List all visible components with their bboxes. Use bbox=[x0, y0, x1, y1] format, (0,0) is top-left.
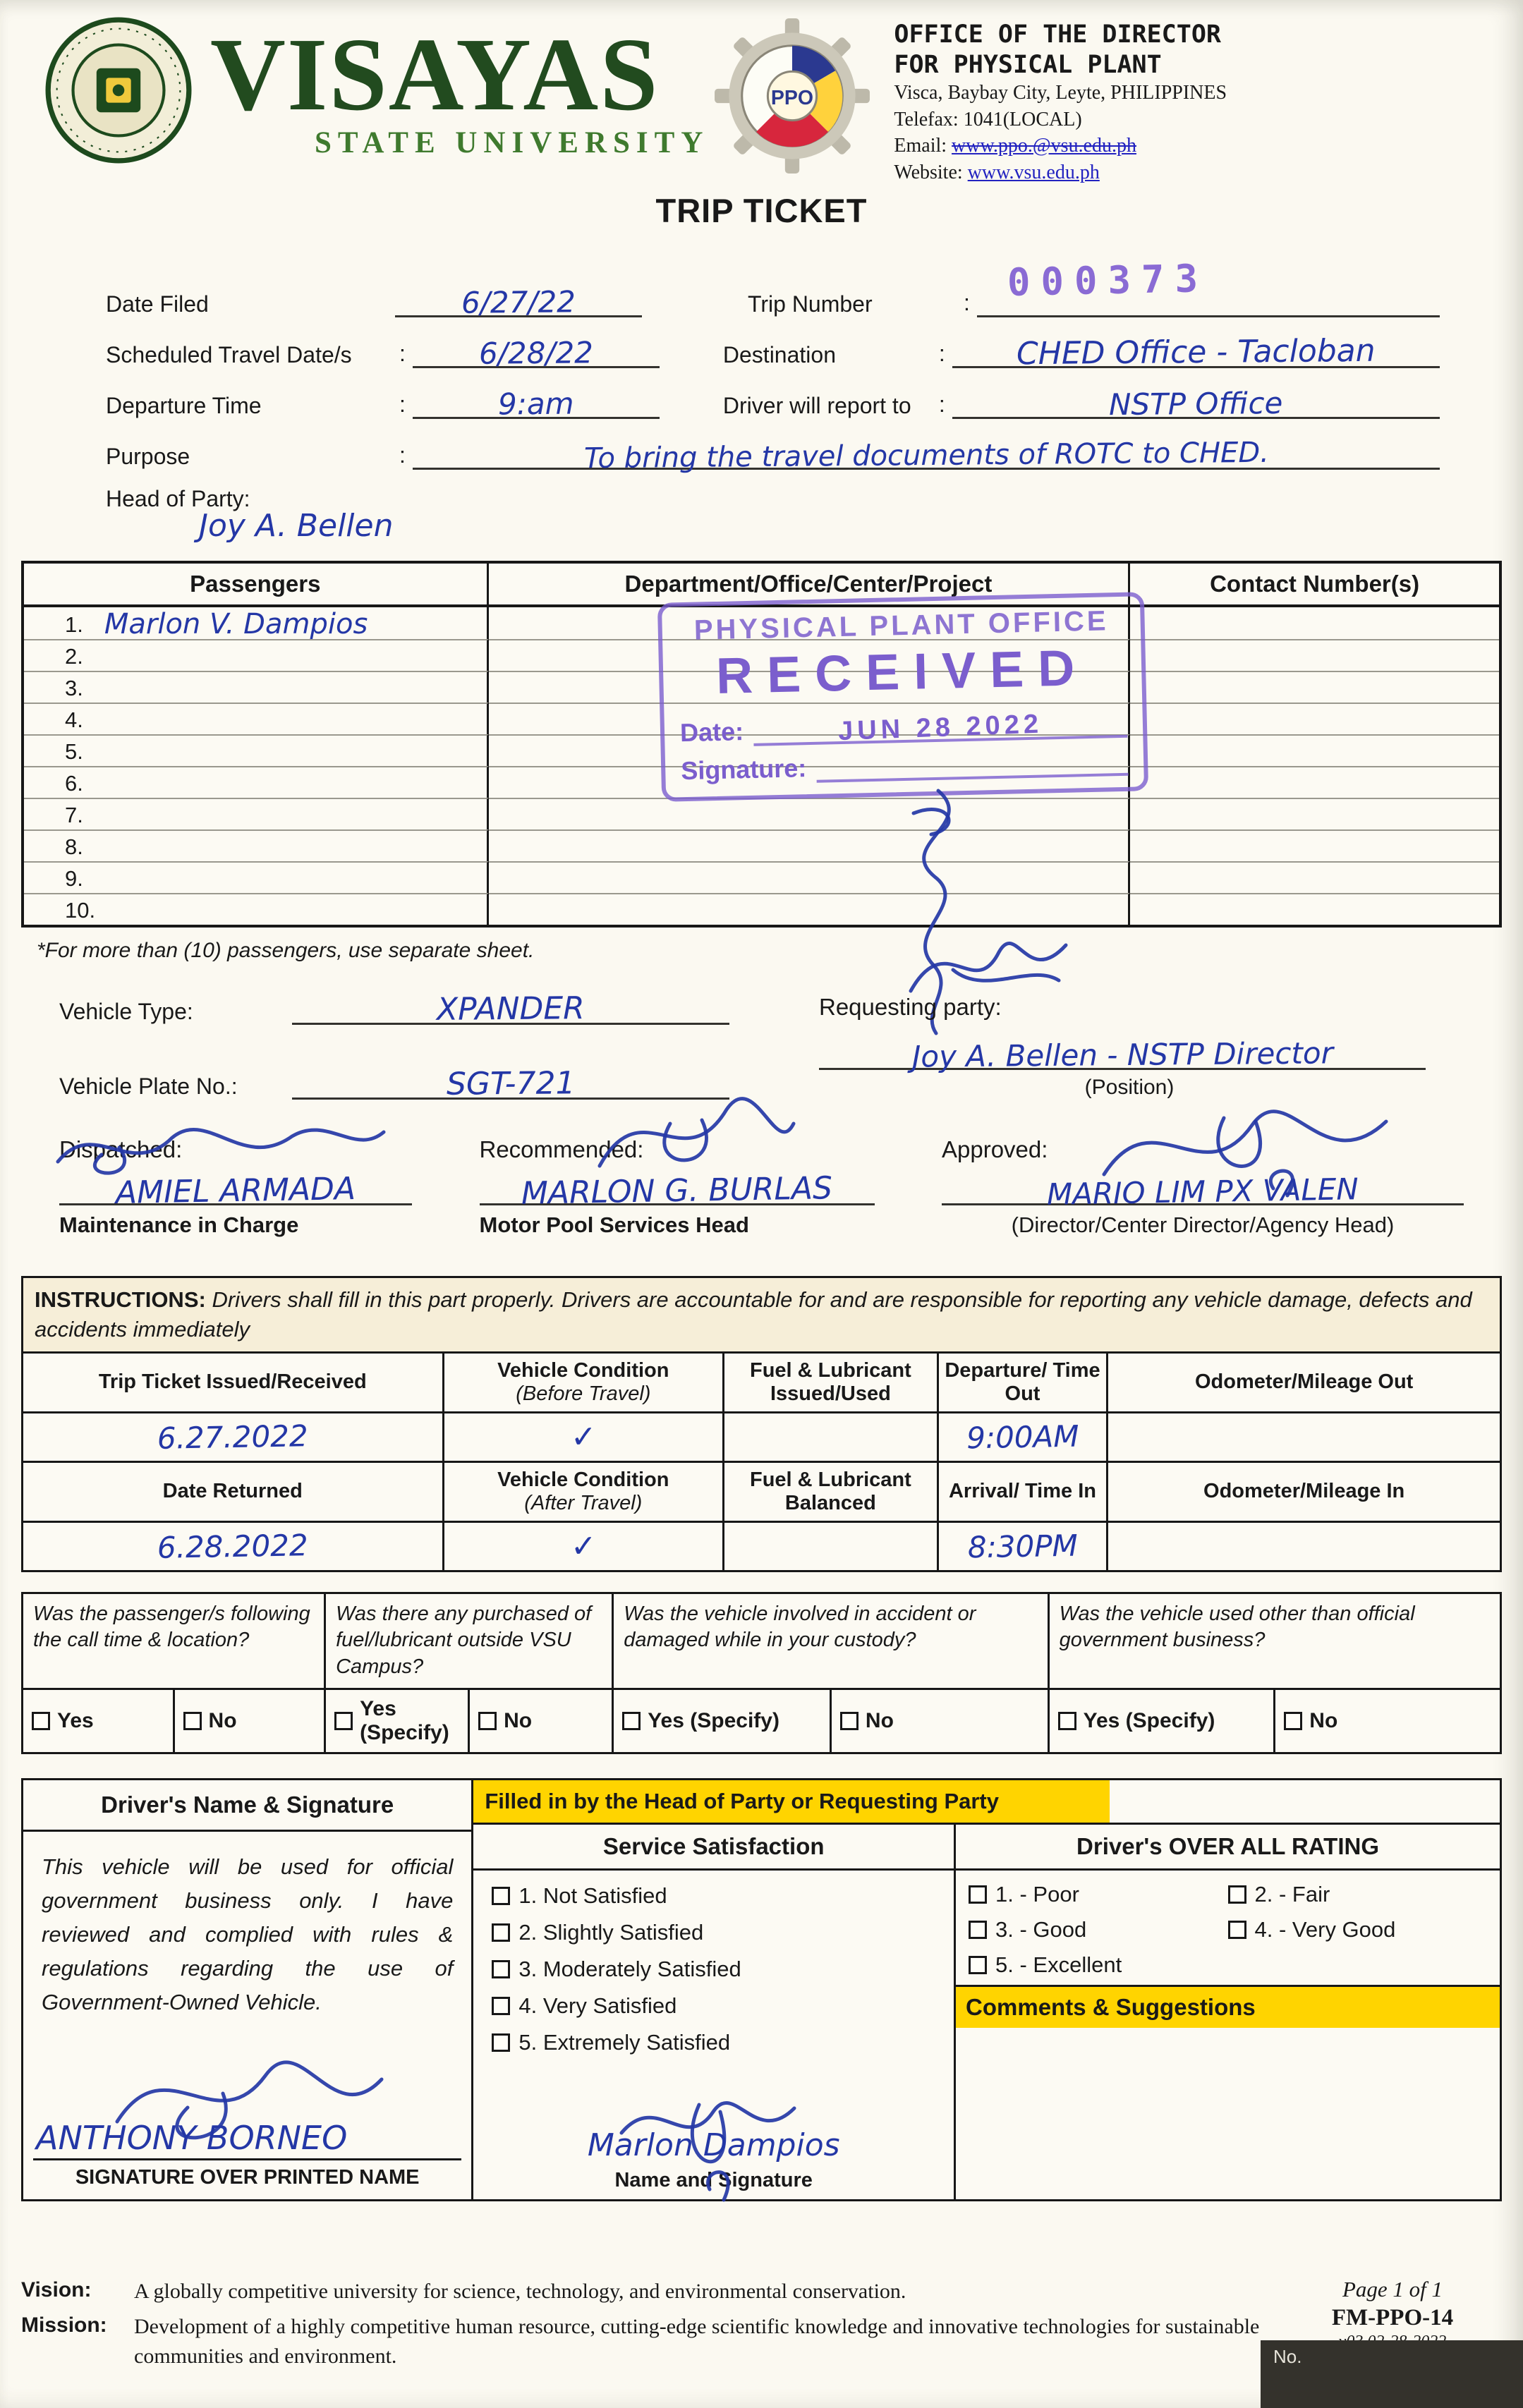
returned-value: 6.28.2022 bbox=[157, 1527, 309, 1565]
head-of-party-signature-zone bbox=[473, 2127, 954, 2199]
date-filed-field[interactable] bbox=[395, 281, 642, 320]
rating-3-label: 3. - Good bbox=[995, 1916, 1087, 1942]
colon: : bbox=[938, 340, 945, 366]
passenger-cell[interactable] bbox=[24, 671, 489, 703]
colon: : bbox=[399, 340, 406, 366]
contact-cell[interactable] bbox=[1130, 766, 1499, 798]
odometer-out-header: Odometer/Mileage Out bbox=[1194, 1370, 1414, 1394]
instructions-text: Drivers shall fill in this part properly. Drivers are accountable for and are responsible for reporting any vehicle damage, defects and accidents immediately bbox=[35, 1287, 1472, 1342]
trip-log-table bbox=[21, 1354, 1502, 1572]
scheduled-label: Scheduled Travel Date/s bbox=[106, 341, 352, 367]
service-satisfaction-column bbox=[473, 1825, 956, 2199]
contact-cell[interactable] bbox=[1130, 893, 1499, 925]
dispatched-field[interactable] bbox=[59, 1165, 412, 1211]
department-col-header: Department/Office/Center/Project bbox=[489, 564, 1131, 607]
department-cell[interactable] bbox=[489, 829, 1131, 861]
arrival-header: Arrival/ Time In bbox=[939, 1461, 1109, 1521]
vision-row bbox=[21, 2277, 1269, 2306]
question-3-options bbox=[614, 1688, 1049, 1752]
office-title-line2: FOR PHYSICAL PLANT bbox=[894, 50, 1162, 79]
requesting-party-block bbox=[819, 994, 1440, 1025]
vehicle-type-value: XPANDER bbox=[436, 990, 585, 1028]
driver-satisfaction-block bbox=[21, 1778, 1502, 2201]
returned-header: Date Returned bbox=[23, 1461, 444, 1521]
fuel-balanced-value-cell[interactable] bbox=[724, 1521, 938, 1570]
row-number: 2. bbox=[65, 643, 83, 669]
service-options-list bbox=[473, 1871, 954, 2067]
service-option-1 bbox=[492, 1883, 948, 1909]
passenger-cell[interactable] bbox=[24, 829, 489, 861]
passenger-cell[interactable] bbox=[24, 893, 489, 925]
vehicle-plate-value: SGT-721 bbox=[446, 1065, 576, 1102]
mission-text: Development of a highly competitive human resource, cutting-edge scientific knowledge and innovative technologies for sustainable communities and environment. bbox=[134, 2315, 1260, 2368]
mission-row bbox=[21, 2312, 1269, 2371]
field-row-purpose bbox=[106, 426, 1440, 475]
recommended-field[interactable] bbox=[480, 1165, 875, 1212]
ticket-number-stamp: 000373 bbox=[1007, 256, 1209, 305]
condition-before-header bbox=[444, 1354, 725, 1411]
driver-report-field[interactable] bbox=[952, 382, 1440, 422]
stamp-signature-row bbox=[681, 746, 1129, 786]
q3-no-option bbox=[832, 1690, 1048, 1752]
service-2-label: 2. Slightly Satisfied bbox=[518, 1919, 704, 1945]
q1-no-label: No bbox=[208, 1708, 237, 1732]
contact-cell[interactable] bbox=[1130, 671, 1499, 703]
destination-label: Destination bbox=[722, 341, 836, 367]
stamp-date-value: JUN 28 2022 bbox=[837, 709, 1043, 747]
question-4-text: Was the vehicle used other than official government business? bbox=[1059, 1602, 1415, 1652]
field-row-head-of-party bbox=[106, 477, 1440, 512]
rating-option-5 bbox=[969, 1952, 1227, 1978]
colon: : bbox=[399, 391, 406, 417]
trip-info-fields bbox=[106, 274, 1440, 544]
question-2-text: Was there any purchased of fuel/lubricant outside VSU Campus? bbox=[326, 1594, 614, 1688]
rating-1-checkbox[interactable] bbox=[969, 1885, 987, 1904]
email-link[interactable]: www.ppo.@vsu.edu.ph bbox=[952, 135, 1136, 157]
fuel-issued-value bbox=[730, 1435, 930, 1439]
approved-label: Approved: bbox=[942, 1136, 1048, 1162]
fuel-issued-header: Fuel & Lubricant Issued/Used bbox=[724, 1354, 938, 1411]
satisfaction-column bbox=[473, 1780, 1500, 2199]
q3-no-label: No bbox=[865, 1708, 894, 1732]
q3-no-checkbox[interactable] bbox=[840, 1712, 858, 1730]
passenger-cell[interactable] bbox=[24, 607, 489, 639]
service-option-4 bbox=[492, 1993, 948, 2019]
service-4-checkbox[interactable] bbox=[492, 1997, 510, 2015]
condition-before-title: Vehicle Condition bbox=[497, 1358, 669, 1382]
comments-suggestions-header: Comments & Suggestions bbox=[956, 1985, 1500, 2028]
contact-cell[interactable] bbox=[1130, 734, 1499, 766]
university-wordmark bbox=[210, 17, 710, 160]
q3-yes-option bbox=[614, 1690, 832, 1752]
stamp-date-label: Date: bbox=[679, 717, 744, 748]
passenger-section bbox=[21, 561, 1502, 963]
q4-no-checkbox[interactable] bbox=[1284, 1712, 1302, 1730]
field-row-scheduled bbox=[106, 324, 1440, 372]
office-email-line bbox=[894, 133, 1489, 159]
passenger-cell[interactable] bbox=[24, 734, 489, 766]
field-row-date-filed bbox=[106, 274, 1440, 320]
departure-header: Departure/ Time Out bbox=[939, 1354, 1109, 1411]
odometer-out-value bbox=[1114, 1433, 1494, 1440]
date-filed-label: Date Filed bbox=[106, 291, 209, 317]
department-cell[interactable] bbox=[489, 893, 1131, 925]
date-filed-value: 6/27/22 bbox=[461, 284, 576, 320]
q3-yes-checkbox[interactable] bbox=[622, 1712, 641, 1730]
q1-yes-checkbox[interactable] bbox=[32, 1712, 50, 1730]
vehicle-plate-label: Vehicle Plate No.: bbox=[59, 1073, 238, 1099]
service-1-checkbox[interactable] bbox=[492, 1887, 510, 1905]
scheduled-value: 6/28/22 bbox=[478, 335, 594, 371]
destination-field[interactable] bbox=[952, 330, 1440, 372]
row-number: 1. bbox=[65, 612, 83, 637]
row-number: 3. bbox=[65, 675, 83, 700]
document-header bbox=[0, 0, 1523, 186]
head-of-party-label: Head of Party: bbox=[106, 485, 250, 511]
requesting-party-field[interactable] bbox=[819, 1033, 1426, 1074]
q1-no-checkbox[interactable] bbox=[183, 1712, 202, 1730]
condition-after-sub: (After Travel) bbox=[524, 1491, 643, 1514]
q4-no-option bbox=[1275, 1690, 1500, 1752]
instructions-box bbox=[21, 1276, 1502, 1354]
service-satisfaction-header: Service Satisfaction bbox=[473, 1825, 954, 1871]
banner-spacer bbox=[1110, 1780, 1500, 1823]
dispatched-role: Maintenance in Charge bbox=[59, 1212, 299, 1237]
rating-5-checkbox[interactable] bbox=[969, 1956, 987, 1974]
fuel-balanced-value bbox=[730, 1545, 930, 1548]
service-option-3 bbox=[492, 1957, 948, 1982]
odometer-in-value bbox=[1114, 1543, 1494, 1549]
service-option-2 bbox=[492, 1920, 948, 1945]
passenger-cell[interactable] bbox=[24, 798, 489, 829]
purpose-label: Purpose bbox=[106, 443, 190, 469]
rating-option-1 bbox=[969, 1882, 1227, 1907]
departure-value-cell[interactable] bbox=[939, 1411, 1109, 1461]
rating-option-2 bbox=[1228, 1882, 1487, 1907]
recommended-label: Recommended: bbox=[479, 1136, 644, 1162]
dispatched-value: AMIEL ARMADA bbox=[115, 1170, 356, 1211]
departure-value: 9:am bbox=[497, 386, 574, 422]
overall-rating-column bbox=[956, 1825, 1500, 2199]
service-option-5 bbox=[492, 2030, 948, 2055]
number-box bbox=[1261, 2340, 1523, 2408]
q2-no-option bbox=[470, 1690, 612, 1752]
question-1-text: Was the passenger/s following the call time & location? bbox=[23, 1594, 326, 1688]
driver-signature-zone bbox=[23, 2037, 471, 2199]
q4-yes-checkbox[interactable] bbox=[1058, 1712, 1076, 1730]
service-3-checkbox[interactable] bbox=[492, 1960, 510, 1978]
office-address: Visca, Baybay City, Leyte, PHILIPPINES bbox=[894, 82, 1227, 104]
driver-column-header: Driver's Name & Signature bbox=[23, 1780, 471, 1832]
service-5-checkbox[interactable] bbox=[492, 2033, 510, 2052]
rating-4-label: 4. - Very Good bbox=[1254, 1916, 1396, 1942]
stamp-signature-line bbox=[817, 773, 1129, 783]
issued-value-cell[interactable] bbox=[23, 1411, 444, 1461]
contact-cell[interactable] bbox=[1130, 798, 1499, 829]
scheduled-field[interactable] bbox=[413, 332, 660, 371]
colon: : bbox=[964, 289, 970, 315]
passenger-col-header: Passengers bbox=[24, 564, 489, 607]
position-note: (Position) bbox=[1084, 1075, 1175, 1099]
row-number: 4. bbox=[65, 707, 83, 732]
departure-value: 9:00AM bbox=[966, 1418, 1079, 1456]
question-3-text: Was the vehicle involved in accident or damaged while in your custody? bbox=[614, 1594, 1049, 1688]
email-label: Email: bbox=[894, 135, 947, 157]
purpose-field[interactable] bbox=[413, 434, 1440, 475]
recommended-value: MARLON G. BURLAS bbox=[521, 1170, 833, 1212]
driver-signed-name: ANTHONY BORNEO bbox=[36, 2118, 348, 2157]
rating-options-grid bbox=[956, 1871, 1500, 1978]
service-3-label: 3. Moderately Satisfied bbox=[518, 1956, 741, 1981]
office-address-block bbox=[894, 17, 1489, 186]
condition-before-sub: (Before Travel) bbox=[516, 1382, 651, 1405]
passenger-cell[interactable] bbox=[24, 766, 489, 798]
overall-rating-header: Driver's OVER ALL RATING bbox=[956, 1825, 1500, 1871]
q1-yes-option bbox=[23, 1690, 175, 1752]
vision-label: Vision: bbox=[21, 2278, 92, 2301]
trip-number-label: Trip Number bbox=[748, 291, 873, 317]
condition-after-value-cell[interactable] bbox=[444, 1521, 725, 1570]
contact-cell[interactable] bbox=[1130, 703, 1499, 734]
satisfaction-banner-row bbox=[473, 1780, 1500, 1825]
returned-value-cell[interactable] bbox=[23, 1521, 444, 1570]
head-of-party-signed-name: Marlon Dampios bbox=[587, 2127, 840, 2163]
departure-label: Departure Time bbox=[106, 392, 262, 418]
service-2-checkbox[interactable] bbox=[492, 1923, 510, 1942]
ppo-logo-text: PPO bbox=[771, 87, 814, 110]
departure-field[interactable] bbox=[413, 382, 660, 422]
approved-role: (Director/Center Director/Agency Head) bbox=[1011, 1212, 1395, 1237]
vehicle-plate-row bbox=[59, 1033, 1440, 1100]
field-row-departure bbox=[106, 375, 1440, 422]
vehicle-type-label: Vehicle Type: bbox=[59, 998, 193, 1024]
q4-yes-option bbox=[1050, 1690, 1276, 1752]
number-box-label: No. bbox=[1273, 2346, 1302, 2367]
row-number: 9. bbox=[65, 865, 83, 891]
condition-before-check: ✓ bbox=[569, 1418, 597, 1455]
q1-yes-label: Yes bbox=[57, 1708, 94, 1732]
q2-yes-option bbox=[326, 1690, 470, 1752]
row-number: 6. bbox=[65, 770, 83, 796]
approved-field[interactable] bbox=[942, 1165, 1464, 1212]
service-1-label: 1. Not Satisfied bbox=[518, 1883, 667, 1908]
contact-cell[interactable] bbox=[1130, 861, 1499, 893]
odometer-out-value-cell[interactable] bbox=[1108, 1411, 1500, 1461]
service-5-label: 5. Extremely Satisfied bbox=[518, 2029, 731, 2055]
rating-2-checkbox[interactable] bbox=[1228, 1885, 1246, 1904]
received-stamp bbox=[657, 592, 1148, 802]
arrival-value: 8:30PM bbox=[967, 1528, 1078, 1564]
page-indicator: Page 1 of 1 bbox=[1342, 2277, 1443, 2301]
head-of-party-signature-caption: Name and Signature bbox=[614, 2168, 813, 2191]
office-telefax: Telefax: 1041(LOCAL) bbox=[894, 108, 1082, 130]
q1-no-option bbox=[175, 1690, 324, 1752]
department-cell[interactable] bbox=[489, 798, 1131, 829]
ppo-logo-icon bbox=[713, 17, 871, 175]
issued-header: Trip Ticket Issued/Received bbox=[23, 1354, 444, 1411]
approved-block bbox=[942, 1136, 1464, 1238]
condition-after-check: ✓ bbox=[569, 1528, 597, 1564]
head-of-party-value: Joy A. Bellen bbox=[199, 507, 394, 544]
q4-no-label: No bbox=[1309, 1708, 1338, 1732]
recommended-role: Motor Pool Services Head bbox=[479, 1212, 749, 1237]
rating-option-3 bbox=[969, 1917, 1227, 1942]
website-link[interactable]: www.vsu.edu.ph bbox=[967, 161, 1100, 183]
destination-value: CHED Office - Tacloban bbox=[1016, 332, 1376, 372]
q2-no-label: No bbox=[504, 1708, 533, 1732]
contact-cell[interactable] bbox=[1130, 607, 1499, 639]
question-1-options bbox=[23, 1688, 326, 1752]
requesting-party-value: Joy A. Bellen - NSTP Director bbox=[911, 1035, 1333, 1074]
dispatched-block bbox=[59, 1136, 412, 1238]
driver-statement: This vehicle will be used for official government business only. I have reviewed and complied with rules & regulations regarding the use of Government-Owned Vehicle. bbox=[42, 1854, 454, 2014]
passenger-name: Marlon V. Dampios bbox=[104, 607, 368, 640]
colon: : bbox=[399, 442, 406, 468]
satisfaction-columns bbox=[473, 1825, 1500, 2199]
vsu-seal-icon bbox=[45, 17, 192, 164]
questions-table bbox=[21, 1592, 1502, 1754]
question-2-options bbox=[326, 1688, 614, 1752]
question-4-options bbox=[1050, 1688, 1500, 1752]
contact-col-header: Contact Number(s) bbox=[1130, 564, 1499, 607]
vehicle-type-row bbox=[59, 987, 1440, 1028]
stamp-signature-label: Signature: bbox=[680, 753, 807, 786]
driver-report-value: NSTP Office bbox=[1108, 385, 1283, 422]
approvals-section bbox=[59, 1136, 1464, 1238]
requesting-party-name-block bbox=[819, 1033, 1440, 1100]
approved-value: MARIO LIM PX VALEN bbox=[1046, 1172, 1359, 1212]
recommended-block bbox=[480, 1136, 875, 1238]
service-4-label: 4. Very Satisfied bbox=[518, 1993, 677, 2018]
condition-before-value-cell[interactable] bbox=[444, 1411, 725, 1461]
university-name: VISAYAS bbox=[210, 17, 660, 133]
mission-label: Mission: bbox=[21, 2313, 107, 2337]
passenger-cell[interactable] bbox=[24, 639, 489, 671]
condition-after-header bbox=[444, 1461, 725, 1521]
rating-option-4 bbox=[1228, 1917, 1487, 1942]
q2-yes-label: Yes (Specify) bbox=[360, 1696, 449, 1744]
vehicle-plate-field[interactable] bbox=[292, 1062, 729, 1100]
stamp-date-line bbox=[753, 705, 1127, 746]
stamp-date-row bbox=[679, 705, 1127, 748]
colon: : bbox=[938, 391, 945, 417]
rating-4-checkbox[interactable] bbox=[1228, 1921, 1246, 1939]
passenger-cell[interactable] bbox=[24, 861, 489, 893]
dispatched-label: Dispatched: bbox=[59, 1136, 183, 1162]
q4-yes-label: Yes (Specify) bbox=[1083, 1708, 1215, 1732]
stamp-office-name: PHYSICAL PLANT OFFICE bbox=[693, 605, 1109, 646]
form-code: FM-PPO-14 bbox=[1331, 2305, 1454, 2330]
vision-mission-block bbox=[21, 2277, 1283, 2377]
issued-value: 6.27.2022 bbox=[157, 1418, 309, 1456]
office-title-line1: OFFICE OF THE DIRECTOR bbox=[894, 20, 1221, 49]
vehicle-type-field[interactable] bbox=[292, 987, 729, 1028]
contact-cell[interactable] bbox=[1130, 639, 1499, 671]
rating-3-checkbox[interactable] bbox=[969, 1921, 987, 1939]
website-label: Website: bbox=[894, 161, 963, 183]
stamp-received-text: RECEIVED bbox=[715, 639, 1090, 705]
satisfaction-banner: Filled in by the Head of Party or Requesting Party bbox=[473, 1780, 1110, 1823]
odometer-in-header: Odometer/Mileage In bbox=[1108, 1461, 1500, 1521]
odometer-in-value-cell[interactable] bbox=[1108, 1521, 1500, 1570]
form-title: TRIP TICKET bbox=[655, 191, 868, 229]
rating-2-label: 2. - Fair bbox=[1254, 1881, 1330, 1907]
passenger-footnote: *For more than (10) passengers, use separate sheet. bbox=[37, 938, 535, 962]
condition-after-title: Vehicle Condition bbox=[497, 1468, 669, 1491]
driver-report-label: Driver will report to bbox=[722, 392, 911, 418]
rating-5-label: 5. - Excellent bbox=[995, 1952, 1122, 1977]
requesting-party-label: Requesting party: bbox=[819, 993, 1002, 1020]
comments-blank-area[interactable] bbox=[956, 2028, 1500, 2199]
q2-no-checkbox[interactable] bbox=[478, 1712, 497, 1730]
row-number: 10. bbox=[65, 897, 96, 923]
university-subtitle: STATE UNIVERSITY bbox=[315, 126, 710, 160]
arrival-value-cell[interactable] bbox=[939, 1521, 1109, 1570]
vehicle-section bbox=[59, 987, 1440, 1100]
q2-yes-checkbox[interactable] bbox=[334, 1712, 353, 1730]
rating-1-label: 1. - Poor bbox=[995, 1881, 1079, 1907]
fuel-issued-value-cell[interactable] bbox=[724, 1411, 938, 1461]
fuel-balanced-header: Fuel & Lubricant Balanced bbox=[724, 1461, 938, 1521]
office-website-line bbox=[894, 160, 1489, 186]
q3-yes-label: Yes (Specify) bbox=[648, 1708, 779, 1732]
row-number: 8. bbox=[65, 834, 83, 859]
row-number: 7. bbox=[65, 802, 83, 827]
driver-signature-caption: SIGNATURE OVER PRINTED NAME bbox=[75, 2165, 420, 2189]
instructions-label: INSTRUCTIONS: bbox=[35, 1287, 206, 1312]
contact-cell[interactable] bbox=[1130, 829, 1499, 861]
department-cell[interactable] bbox=[489, 861, 1131, 893]
driver-column bbox=[23, 1780, 473, 2199]
purpose-value: To bring the travel documents of ROTC to CHED. bbox=[583, 436, 1269, 475]
passenger-cell[interactable] bbox=[24, 703, 489, 734]
row-number: 5. bbox=[65, 738, 83, 764]
vision-text: A globally competitive university for science, technology, and environmental conservation. bbox=[134, 2280, 906, 2303]
